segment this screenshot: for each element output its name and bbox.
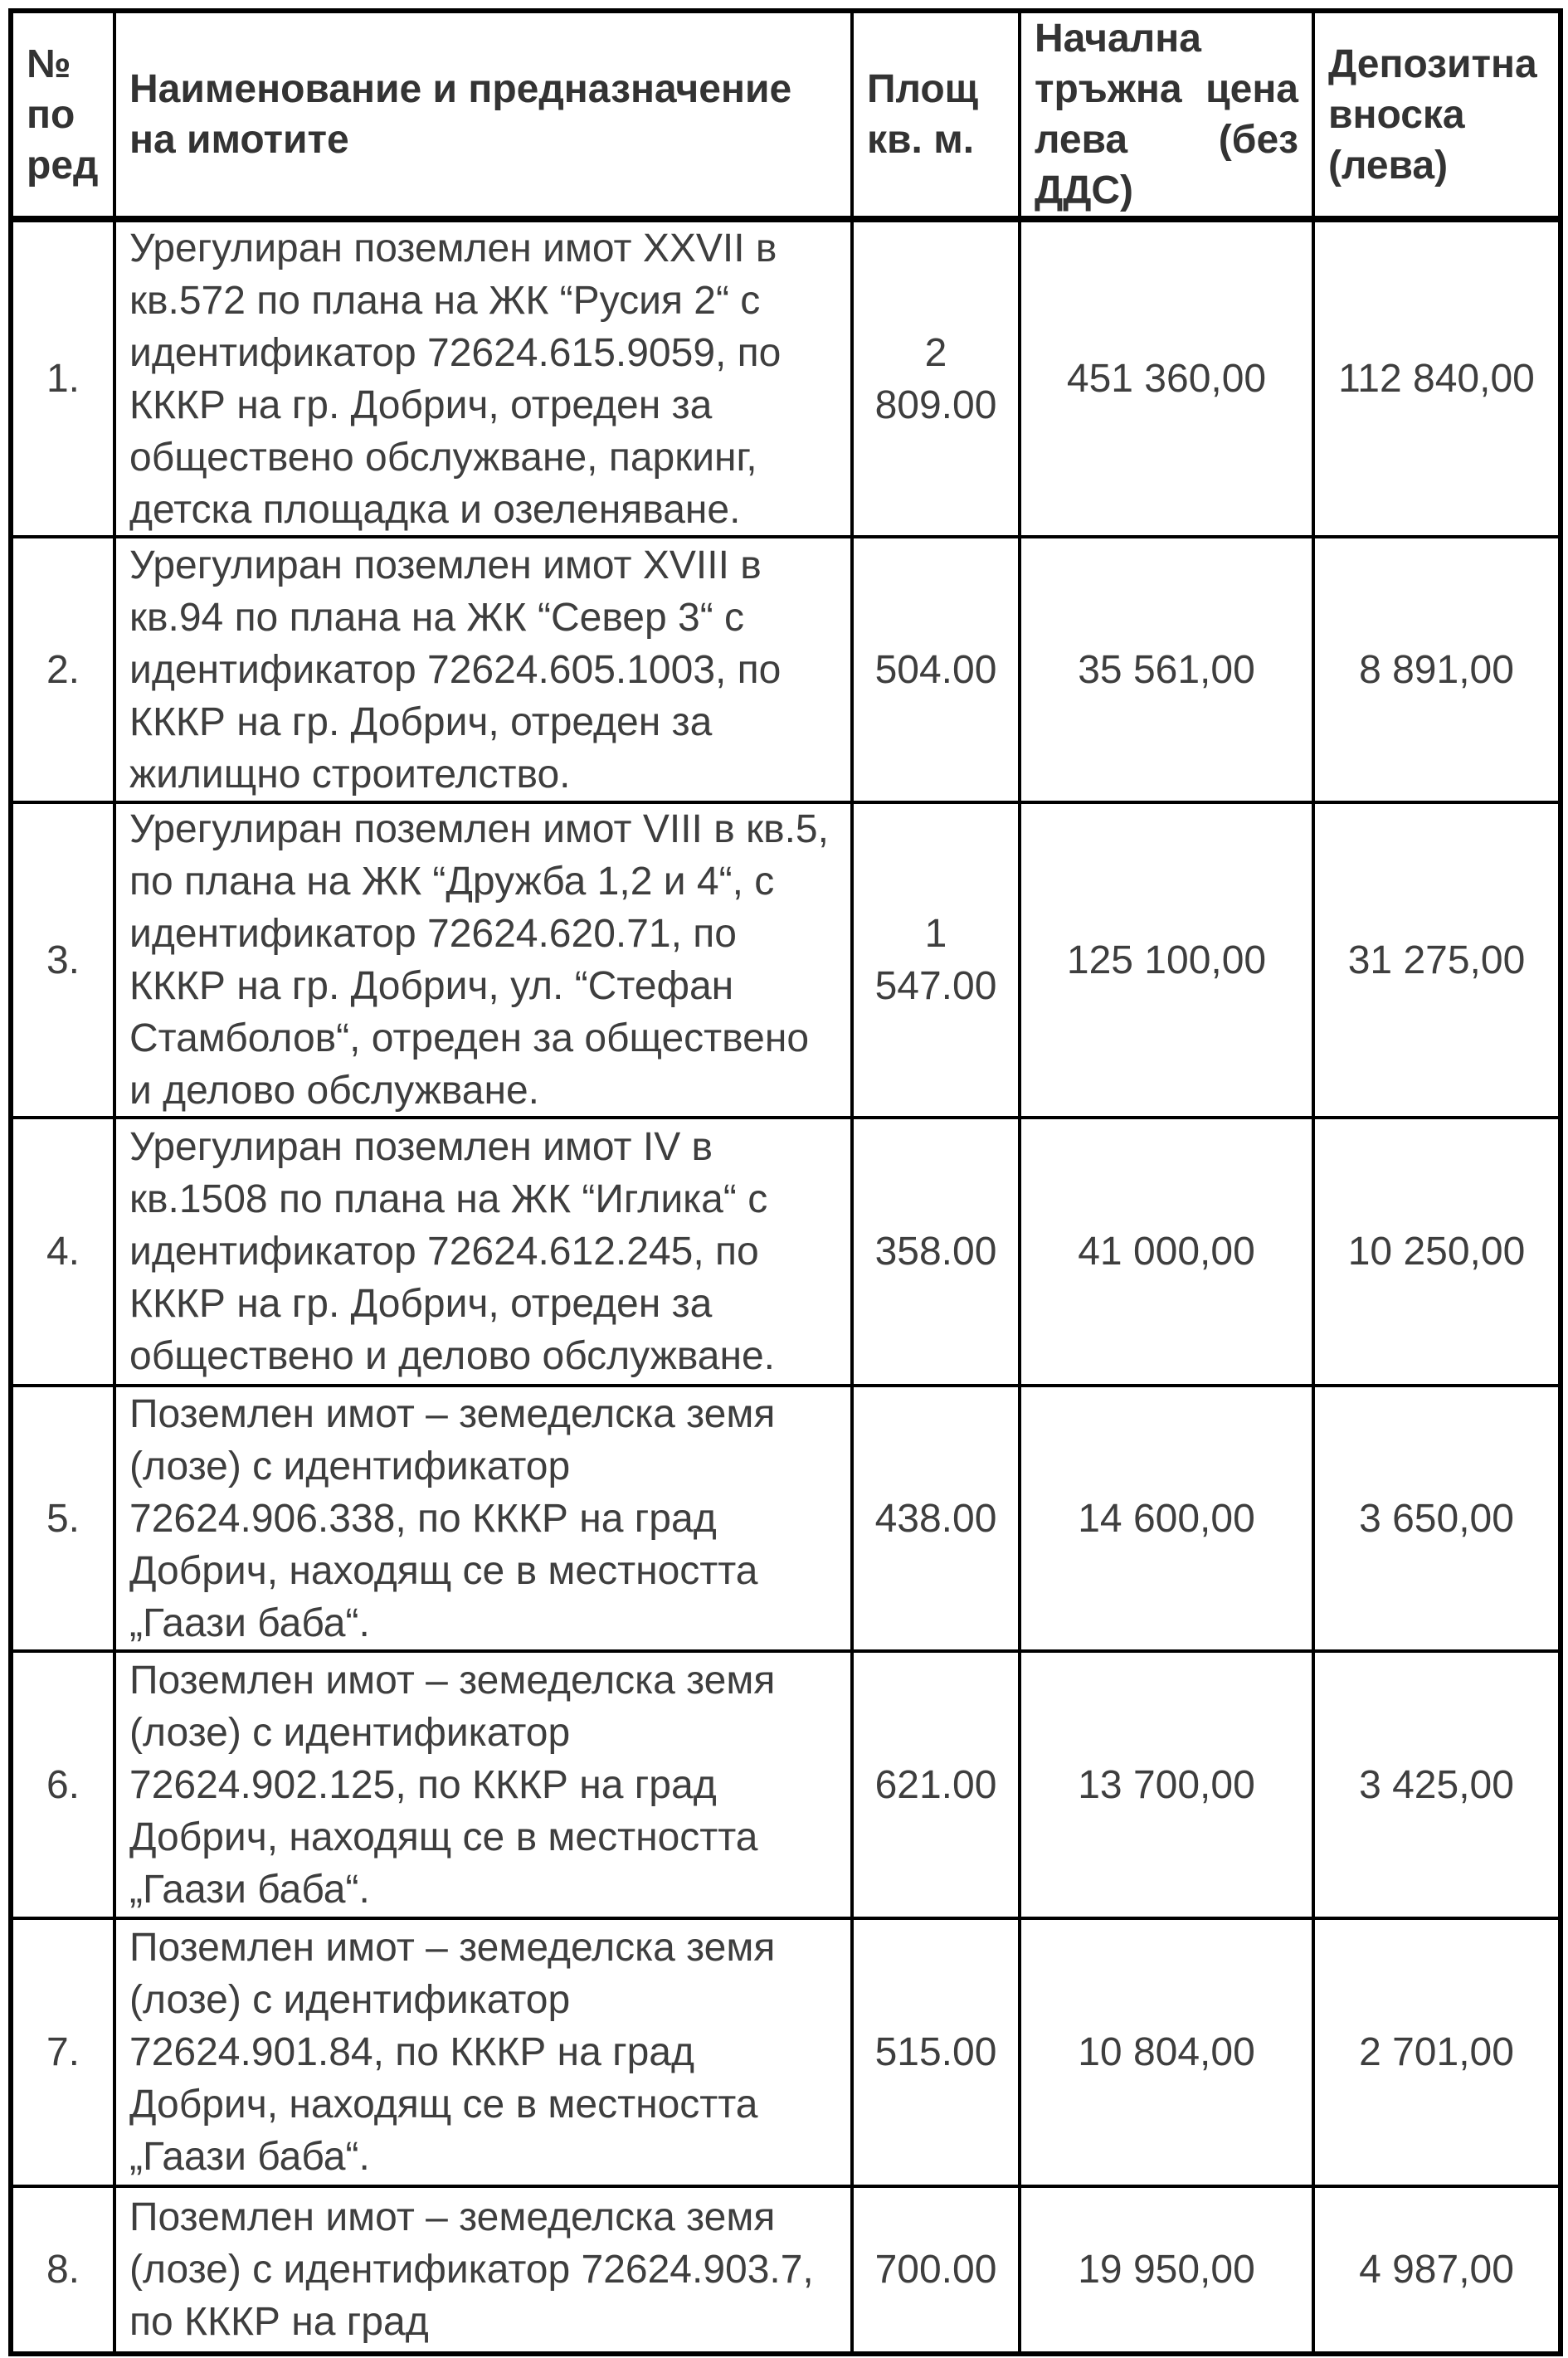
property-description: Поземлен имот – земеделска земя (лозе) с идентификатор 72624.901.84, по КККР на град Добрич, находящ се в местността „Гаази баба“.	[129, 1926, 776, 2179]
deposit-value: 2 701,00	[1359, 2030, 1514, 2074]
row-number: 3.	[46, 938, 80, 982]
column-header-area	[854, 13, 1021, 222]
deposit-cell	[1315, 804, 1558, 1119]
row-number: 6.	[46, 1762, 80, 1807]
area-cell	[854, 2188, 1021, 2351]
column-header-label: № по ред	[27, 41, 99, 188]
row-number: 4.	[46, 1230, 80, 1274]
property-description: Поземлен имот – земеделска земя (лозе) с идентификатор 72624.906.338, по КККР на град Добрич, находящ се в местността „Гаази баба“.	[129, 1391, 776, 1645]
deposit-cell	[1315, 1387, 1558, 1653]
property-description: Урегулиран поземлен имот IV в кв.1508 по плана на ЖК “Иглика“ с идентификатор 72624.612.245, по КККР на гр. Добрич, отреден за обществено и делово обслужване.	[129, 1125, 776, 1378]
column-header-starting-price	[1021, 13, 1315, 222]
deposit-value: 31 275,00	[1347, 938, 1526, 982]
property-description: Урегулиран поземлен имот XXVII в кв.572 по плана на ЖК “Русия 2“ с идентификатор 72624.615.9059, по КККР на гр. Добрич, отреден за обществено обслужване, паркинг, детска площадка и озеленяване.	[129, 226, 782, 532]
area-value: 358.00	[874, 1230, 997, 1274]
row-number-cell	[13, 1920, 116, 2188]
area-value: 438.00	[874, 1496, 997, 1541]
column-header-row-number	[13, 13, 116, 222]
row-number-cell	[13, 1653, 116, 1920]
column-header-label: Наименование и предназначение на имотите	[129, 67, 792, 162]
starting-price-cell	[1021, 538, 1315, 804]
starting-price-cell	[1021, 1119, 1315, 1387]
property-description-cell	[116, 1387, 854, 1653]
area-cell	[854, 1653, 1021, 1920]
area-value: 2 809.00	[874, 330, 997, 427]
area-value: 515.00	[874, 2030, 997, 2074]
deposit-cell	[1315, 1920, 1558, 2188]
area-cell	[854, 1920, 1021, 2188]
row-number: 1.	[46, 357, 80, 401]
starting-price-cell	[1021, 1653, 1315, 1920]
property-description: Урегулиран поземлен имот XVIII в кв.94 по плана на ЖК “Север 3“ с идентификатор 72624.605.1003, по КККР на гр. Добрич, отреден за жилищно строителство.	[129, 543, 782, 797]
property-description: Урегулиран поземлен имот VIII в кв.5, по плана на ЖК “Дружба 1,2 и 4“, с идентификатор 72624.620.71, по КККР на гр. Добрич, ул. “Стефан Стамболов“, отреден за обществено и делово обслужване.	[129, 807, 829, 1113]
property-description-cell	[116, 804, 854, 1119]
starting-price-cell	[1021, 1920, 1315, 2188]
deposit-value: 112 840,00	[1338, 357, 1535, 401]
area-cell	[854, 538, 1021, 804]
area-cell	[854, 804, 1021, 1119]
deposit-cell	[1315, 1653, 1558, 1920]
row-number-cell	[13, 538, 116, 804]
property-description: Поземлен имот – земеделска земя (лозе) с идентификатор 72624.902.125, по КККР на град Добрич, находящ се в местността „Гаази баба“.	[129, 1658, 776, 1912]
row-number: 2.	[46, 647, 80, 692]
column-header-label: Площ кв. м.	[867, 67, 979, 162]
area-value: 1 547.00	[874, 912, 997, 1008]
row-number-cell	[13, 222, 116, 538]
starting-price-cell	[1021, 804, 1315, 1119]
starting-price-cell	[1021, 1387, 1315, 1653]
column-header-label: Начална тръжна цена лева (без ДДС)	[1035, 17, 1298, 212]
property-description-cell	[116, 222, 854, 538]
deposit-cell	[1315, 222, 1558, 538]
deposit-cell	[1315, 2188, 1558, 2351]
starting-price-value: 10 804,00	[1078, 2030, 1255, 2074]
row-number: 8.	[46, 2248, 80, 2292]
row-number: 5.	[46, 1496, 80, 1541]
deposit-value: 8 891,00	[1359, 647, 1514, 692]
area-cell	[854, 1119, 1021, 1387]
row-number-cell	[13, 1387, 116, 1653]
property-description-cell	[116, 1653, 854, 1920]
column-header-label: Депозитна вноска (лева)	[1328, 41, 1537, 188]
property-description-cell	[116, 1119, 854, 1387]
starting-price-cell	[1021, 222, 1315, 538]
property-description-cell	[116, 538, 854, 804]
property-auction-table	[8, 8, 1563, 2356]
column-header-description	[116, 13, 854, 222]
starting-price-value: 35 561,00	[1078, 647, 1255, 692]
deposit-value: 3 425,00	[1359, 1762, 1514, 1807]
area-value: 504.00	[874, 647, 997, 692]
starting-price-value: 125 100,00	[1066, 938, 1267, 982]
deposit-value: 10 250,00	[1347, 1230, 1526, 1274]
starting-price-value: 451 360,00	[1066, 357, 1267, 401]
row-number-cell	[13, 804, 116, 1119]
row-number-cell	[13, 1119, 116, 1387]
deposit-cell	[1315, 538, 1558, 804]
column-header-deposit	[1315, 13, 1558, 222]
property-description: Поземлен имот – земеделска земя (лозе) с идентификатор 72624.903.7, по КККР на град	[129, 2195, 814, 2344]
property-description-cell	[116, 1920, 854, 2188]
property-description-cell	[116, 2188, 854, 2351]
starting-price-value: 19 950,00	[1078, 2248, 1255, 2292]
starting-price-value: 41 000,00	[1078, 1230, 1255, 1274]
deposit-value: 3 650,00	[1359, 1496, 1514, 1541]
starting-price-value: 14 600,00	[1078, 1496, 1255, 1541]
row-number-cell	[13, 2188, 116, 2351]
deposit-value: 4 987,00	[1359, 2248, 1514, 2292]
area-value: 621.00	[874, 1762, 997, 1807]
area-cell	[854, 222, 1021, 538]
starting-price-cell	[1021, 2188, 1315, 2351]
area-cell	[854, 1387, 1021, 1653]
deposit-cell	[1315, 1119, 1558, 1387]
row-number: 7.	[46, 2030, 80, 2074]
starting-price-value: 13 700,00	[1078, 1762, 1255, 1807]
area-value: 700.00	[874, 2248, 997, 2292]
